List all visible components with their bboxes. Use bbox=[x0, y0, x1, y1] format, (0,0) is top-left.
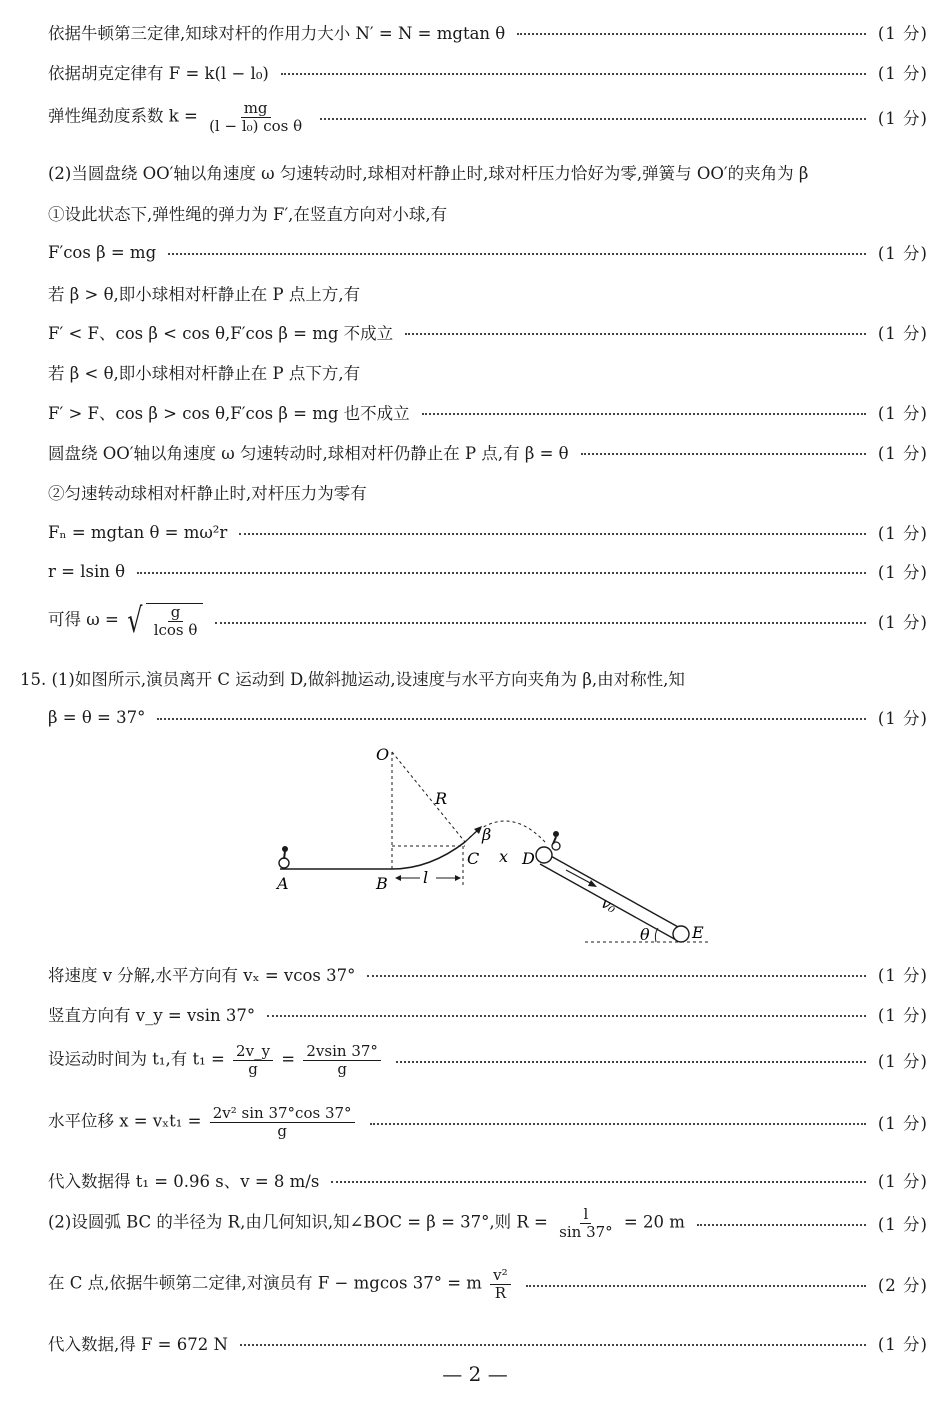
label-x: x bbox=[499, 847, 509, 866]
line-text: 依据胡克定律有 F = k(l − l₀) bbox=[48, 64, 269, 83]
fraction-denominator: R bbox=[494, 1283, 507, 1302]
roller-e bbox=[673, 926, 689, 942]
fraction-numerator: g bbox=[168, 604, 184, 622]
question-15-intro: 15. (1)如图所示,演员离开 C 运动到 D,做斜抛运动,设速度与水平方向夹角为 β,由对称性,知 bbox=[20, 670, 685, 689]
formula-prefix: 设运动时间为 t₁,有 t₁ = bbox=[48, 1049, 231, 1069]
fraction-numerator: l bbox=[580, 1206, 591, 1224]
answer-line-18 bbox=[48, 1002, 928, 1026]
line-text: 代入数据得 t₁ = 0.96 s、v = 8 m/s bbox=[48, 1172, 320, 1191]
page-number: — 2 — bbox=[442, 1362, 508, 1386]
score: (1 分) bbox=[877, 64, 928, 83]
leader-dots bbox=[320, 118, 866, 120]
score: (1 分) bbox=[877, 1052, 928, 1071]
leader-dots bbox=[526, 1285, 866, 1287]
score: (1 分) bbox=[877, 24, 928, 43]
label-theta: θ bbox=[640, 925, 650, 944]
leader-dots bbox=[422, 413, 866, 415]
answer-line-13 bbox=[48, 559, 928, 583]
line-text: 圆盘绕 OO′轴以角速度 ω 匀速转动时,球相对杆仍静止在 P 点,有 β = θ bbox=[48, 444, 569, 463]
fraction bbox=[490, 1267, 511, 1301]
leader-dots bbox=[331, 1181, 866, 1183]
leader-dots bbox=[281, 73, 866, 75]
fraction bbox=[206, 100, 305, 134]
fraction-numerator: mg bbox=[241, 100, 271, 118]
score: (1 分) bbox=[877, 444, 928, 463]
formula-prefix: 在 C 点,依据牛顿第二定律,对演员有 F − mgcos 37° = m bbox=[48, 1273, 488, 1293]
performer-a-icon bbox=[279, 846, 289, 868]
answer-line-5 bbox=[48, 240, 928, 264]
radicand bbox=[146, 603, 204, 638]
line-text bbox=[48, 1206, 685, 1240]
label-r: R bbox=[435, 789, 448, 808]
label-v0: v₀ bbox=[598, 893, 620, 917]
answer-line-20 bbox=[48, 1105, 928, 1139]
answer-line-4: ①设此状态下,弹性绳的弹力为 F′,在竖直方向对小球,有 bbox=[48, 205, 448, 224]
label-c: C bbox=[467, 849, 480, 868]
score: (1 分) bbox=[877, 709, 928, 728]
answer-line-22 bbox=[48, 1206, 928, 1240]
fraction-numerator: v² bbox=[490, 1267, 511, 1285]
score: (1 分) bbox=[877, 1114, 928, 1133]
answer-line-7 bbox=[48, 320, 928, 344]
score: (1 分) bbox=[877, 524, 928, 543]
label-e: E bbox=[692, 923, 704, 942]
line-text bbox=[48, 1043, 384, 1077]
score: (1 分) bbox=[877, 563, 928, 582]
answer-line-6: 若 β > θ,即小球相对杆静止在 P 点上方,有 bbox=[48, 285, 361, 304]
fraction-2 bbox=[303, 1043, 381, 1077]
score: (1 分) bbox=[877, 1335, 928, 1354]
answer-line-19 bbox=[48, 1043, 928, 1077]
leader-dots bbox=[581, 453, 866, 455]
label-o: O bbox=[376, 745, 390, 764]
equals: = bbox=[281, 1049, 301, 1069]
fraction-denominator: lcos θ bbox=[153, 620, 198, 639]
answer-line-24 bbox=[48, 1331, 928, 1355]
fraction-denominator: g bbox=[277, 1121, 287, 1140]
answer-line-9 bbox=[48, 400, 928, 424]
leader-dots bbox=[396, 1061, 866, 1063]
leader-dots bbox=[405, 333, 866, 335]
label-a: A bbox=[277, 874, 289, 893]
line-text: F′cos β = mg bbox=[48, 242, 157, 262]
formula-suffix: = 20 m bbox=[623, 1212, 685, 1232]
label-l: l bbox=[423, 868, 429, 887]
formula-prefix: 弹性绳劲度系数 k = bbox=[48, 106, 204, 126]
line-text: r = lsin θ bbox=[48, 561, 126, 581]
score: (2 分) bbox=[877, 1276, 928, 1295]
score: (1 分) bbox=[877, 244, 928, 263]
answer-line-0 bbox=[48, 20, 928, 44]
fraction bbox=[233, 1043, 273, 1077]
line-text: 竖直方向有 v_y = vsin 37° bbox=[48, 1006, 256, 1025]
answer-line-2 bbox=[48, 100, 928, 134]
fraction bbox=[151, 604, 201, 638]
answer-line-3: (2)当圆盘绕 OO′轴以角速度 ω 匀速转动时,球相对杆静止时,球对杆压力恰好为零,弹簧与 OO′的夹角为 β bbox=[48, 164, 809, 183]
answer-line-21 bbox=[48, 1168, 928, 1192]
line-text: F′ < F、cos β < cos θ,F′cos β = mg 不成立 bbox=[48, 324, 394, 343]
answer-line-23 bbox=[48, 1267, 928, 1301]
label-b: B bbox=[376, 874, 388, 893]
motion-diagram bbox=[260, 738, 720, 950]
score: (1 分) bbox=[877, 404, 928, 423]
leader-dots bbox=[157, 718, 866, 720]
formula-prefix: (2)设圆弧 BC 的半径为 R,由几何知识,知∠BOC = β = 37°,则 R = bbox=[48, 1212, 554, 1232]
fraction bbox=[210, 1105, 355, 1139]
fraction bbox=[556, 1206, 616, 1240]
fraction-numerator: 2v² sin 37°cos 37° bbox=[210, 1105, 355, 1123]
answer-line-14 bbox=[48, 600, 928, 641]
radius-oc bbox=[392, 752, 465, 842]
leader-dots bbox=[517, 33, 866, 35]
line-text bbox=[48, 600, 203, 641]
roller-d bbox=[536, 847, 552, 863]
answer-line-16 bbox=[48, 705, 928, 729]
formula-prefix: 水平位移 x = vₓt₁ = bbox=[48, 1111, 207, 1131]
leader-dots bbox=[215, 622, 865, 624]
score: (1 分) bbox=[877, 966, 928, 985]
answer-line-8: 若 β < θ,即小球相对杆静止在 P 点下方,有 bbox=[48, 364, 361, 383]
score: (1 分) bbox=[877, 109, 928, 128]
leader-dots bbox=[267, 1015, 866, 1017]
line-text bbox=[48, 1105, 358, 1139]
score: (1 分) bbox=[877, 612, 928, 632]
fraction-denominator: sin 37° bbox=[559, 1222, 613, 1241]
leader-dots bbox=[367, 975, 865, 977]
answer-line-1 bbox=[48, 60, 928, 84]
answer-line-11: ②匀速转动球相对杆静止时,对杆压力为零有 bbox=[48, 484, 367, 503]
score: (1 分) bbox=[877, 1006, 928, 1025]
fraction-denominator: (l − l₀) cos θ bbox=[209, 116, 303, 135]
fraction-denominator: g bbox=[248, 1059, 258, 1078]
line-text bbox=[48, 100, 308, 134]
answer-line-17 bbox=[48, 962, 928, 986]
line-text bbox=[48, 1267, 514, 1301]
fraction-numerator: 2vsin 37° bbox=[303, 1043, 381, 1061]
line-text: F′ > F、cos β > cos θ,F′cos β = mg 也不成立 bbox=[48, 404, 410, 423]
line-text: 代入数据,得 F = 672 N bbox=[48, 1335, 228, 1354]
fraction-numerator: 2v_y bbox=[233, 1043, 273, 1061]
performer-d-icon bbox=[552, 831, 560, 850]
answer-line-12 bbox=[48, 520, 928, 544]
leader-dots bbox=[240, 1344, 866, 1346]
leader-dots bbox=[168, 253, 866, 255]
line-text: β = θ = 37° bbox=[48, 707, 146, 727]
label-d: D bbox=[522, 849, 535, 868]
formula-prefix: 可得 ω = bbox=[48, 610, 125, 629]
line-text: Fₙ = mgtan θ = mω²r bbox=[48, 522, 228, 542]
line-text: 依据牛顿第三定律,知球对杆的作用力大小 N′ = N = mgtan θ bbox=[48, 24, 506, 43]
leader-dots bbox=[239, 533, 866, 535]
label-beta: β bbox=[482, 825, 492, 844]
radical-sign: √ bbox=[127, 600, 143, 641]
score: (1 分) bbox=[877, 324, 928, 343]
score: (1 分) bbox=[877, 1172, 928, 1191]
fraction-denominator: g bbox=[337, 1059, 347, 1078]
answer-line-10 bbox=[48, 440, 928, 464]
leader-dots bbox=[370, 1123, 866, 1125]
square-root bbox=[124, 600, 203, 641]
score: (1 分) bbox=[877, 1215, 928, 1234]
leader-dots bbox=[697, 1224, 866, 1226]
line-text: 将速度 v 分解,水平方向有 vₓ = vcos 37° bbox=[48, 966, 356, 985]
leader-dots bbox=[137, 572, 866, 574]
